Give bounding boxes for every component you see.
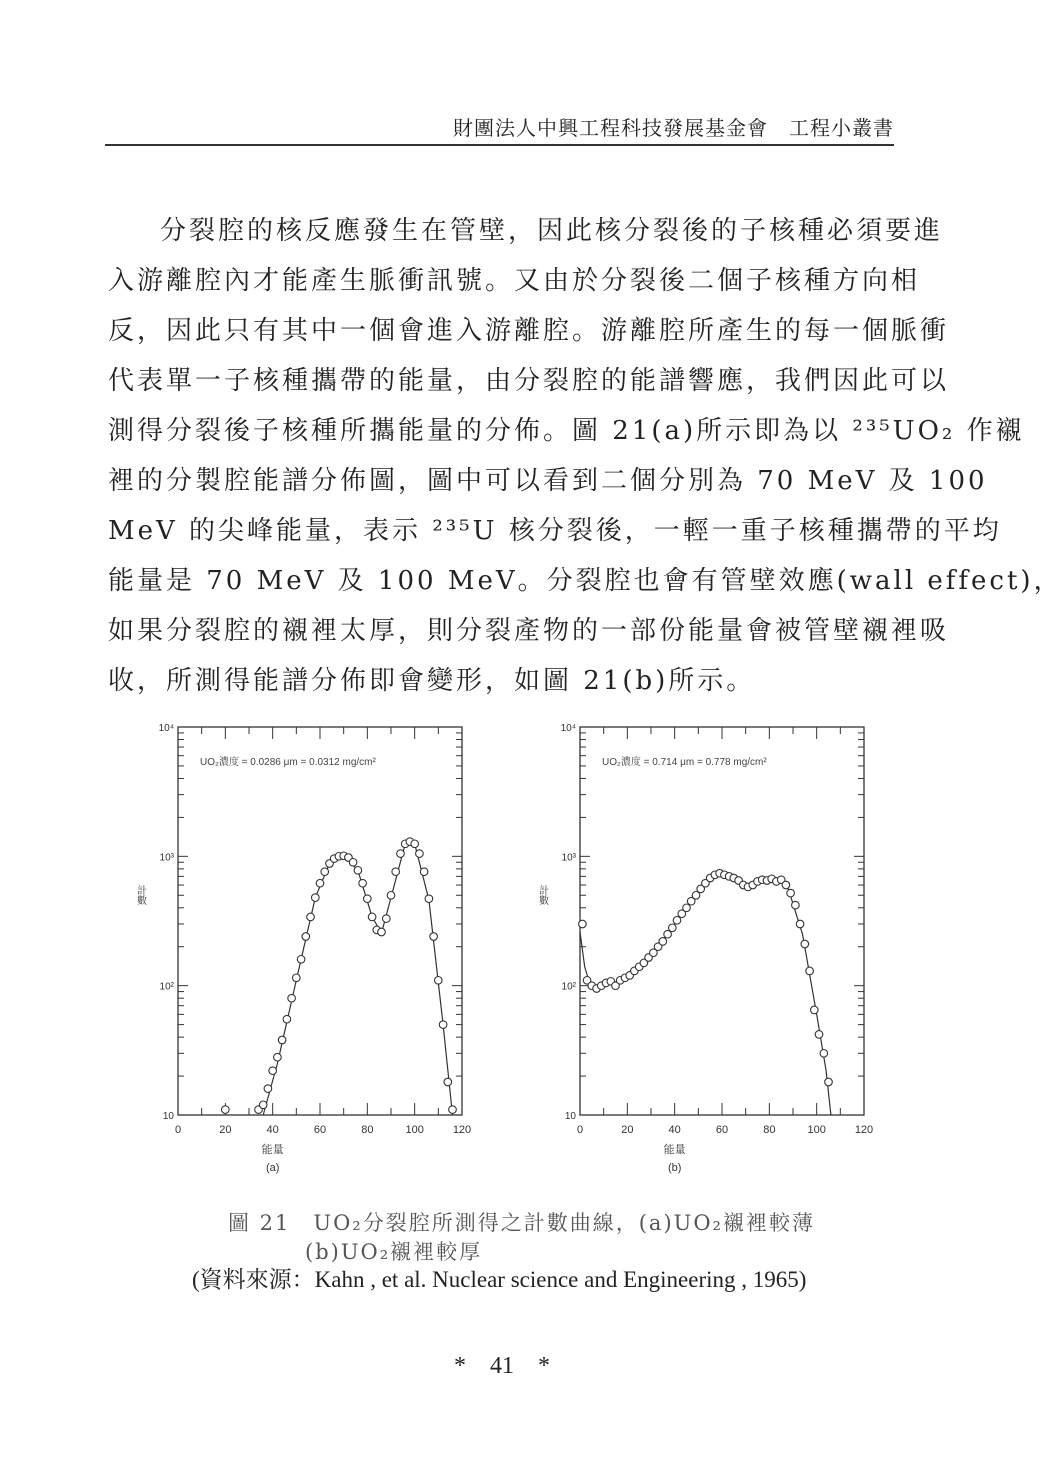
body-line: 能量是 70 MeV 及 100 MeV。分裂腔也會有管壁效應(wall effect)， xyxy=(108,566,1063,596)
body-line: 收，所測得能譜分佈即會變形，如圖 21(b)所示。 xyxy=(108,666,756,696)
y-tick-label: 10² xyxy=(561,981,576,993)
data-point xyxy=(411,840,419,848)
body-line: 如果分裂腔的襯裡太厚，則分裂產物的一部份能量會被管壁襯裡吸 xyxy=(108,616,950,646)
data-point xyxy=(297,956,305,964)
data-point xyxy=(815,1031,823,1039)
data-point xyxy=(354,867,362,875)
y-tick-label: 10² xyxy=(159,981,174,993)
figure-source: (資料來源：Kahn , et al. Nuclear science and Engineering , 1965) xyxy=(192,1267,807,1292)
x-tick-label: 40 xyxy=(668,1124,681,1136)
x-tick-label: 20 xyxy=(621,1124,634,1136)
data-point xyxy=(307,913,315,921)
panel-label: (b) xyxy=(667,1162,682,1174)
data-point xyxy=(806,967,814,975)
x-tick-label: 20 xyxy=(219,1124,232,1136)
y-tick-label: 10 xyxy=(162,1111,174,1122)
data-point xyxy=(278,1036,286,1044)
x-tick-label: 120 xyxy=(854,1124,874,1136)
x-tick-label: 80 xyxy=(763,1124,776,1136)
data-point xyxy=(787,889,795,897)
x-tick-label: 0 xyxy=(174,1124,182,1136)
data-point xyxy=(321,868,329,876)
data-point xyxy=(673,917,681,925)
body-line: 裡的分製腔能譜分佈圖，圖中可以看到二個分別為 70 MeV 及 100 xyxy=(108,466,988,496)
data-point xyxy=(811,1006,819,1014)
panel-label: (a) xyxy=(265,1162,280,1174)
data-point xyxy=(364,895,372,903)
data-point xyxy=(274,1053,282,1061)
concentration-annotation: UO₂濃度 = 0.0286 μm = 0.0312 mg/cm² xyxy=(200,757,376,768)
data-point xyxy=(269,1067,277,1075)
data-point xyxy=(782,881,790,889)
data-point xyxy=(425,895,433,903)
data-point xyxy=(387,892,395,900)
x-tick-label: 80 xyxy=(361,1124,374,1136)
x-axis-label: 能量 xyxy=(663,1144,686,1156)
data-point xyxy=(792,901,800,909)
data-point xyxy=(820,1050,828,1058)
data-point xyxy=(264,1085,272,1093)
x-axis-label: 能量 xyxy=(261,1144,284,1156)
data-point xyxy=(293,974,301,982)
chart-panel-a xyxy=(135,723,472,1174)
y-axis-label: 計數 xyxy=(536,885,548,906)
data-point xyxy=(439,1021,447,1029)
body-line: MeV 的尖峰能量，表示 ²³⁵U 核分裂後，一輕一重子核種攜帶的平均 xyxy=(108,516,1002,546)
data-point xyxy=(283,1015,291,1023)
body-line: 反，因此只有其中一個會進入游離腔。游離腔所產生的每一個脈衝 xyxy=(108,316,950,346)
data-point xyxy=(259,1101,267,1109)
y-tick-label: 10 xyxy=(564,1111,576,1122)
body-line: 分裂腔的核反應發生在管壁，因此核分裂後的子核種必須要進 xyxy=(160,216,944,246)
page-number: * 41 * xyxy=(454,1353,550,1379)
data-point xyxy=(378,928,386,936)
data-point xyxy=(359,879,367,887)
x-tick-label: 120 xyxy=(452,1124,472,1136)
page-header xyxy=(105,112,894,146)
data-point xyxy=(416,850,424,858)
y-axis-label: 計數 xyxy=(134,885,146,906)
data-point xyxy=(579,920,587,928)
y-tick-label: 10⁴ xyxy=(158,723,174,734)
fit-curve xyxy=(263,844,452,1115)
data-point xyxy=(825,1078,833,1086)
plot-frame xyxy=(178,727,462,1115)
data-point xyxy=(796,920,804,928)
data-point xyxy=(312,894,320,902)
data-point xyxy=(683,904,691,912)
x-tick-label: 60 xyxy=(715,1124,729,1136)
data-point xyxy=(383,915,391,923)
data-point xyxy=(349,859,357,867)
data-point xyxy=(222,1106,230,1114)
data-point xyxy=(397,850,405,858)
data-point xyxy=(435,977,443,985)
figure-caption-line2: (b)UO₂襯裡較厚 xyxy=(305,1240,483,1264)
fit-curve xyxy=(580,874,831,1115)
data-point xyxy=(288,994,296,1002)
data-point xyxy=(801,940,809,948)
figure-caption-line1: 圖 21 UO₂分裂腔所測得之計數曲線，(a)UO₂襯裡較薄 xyxy=(228,1211,815,1235)
x-tick-label: 0 xyxy=(576,1124,584,1136)
x-tick-label: 100 xyxy=(405,1124,424,1136)
chart-panel-b xyxy=(537,723,874,1174)
data-point xyxy=(669,924,677,932)
data-point xyxy=(659,938,667,946)
y-tick-label: 10³ xyxy=(561,852,576,864)
x-tick-label: 40 xyxy=(266,1124,279,1136)
data-point xyxy=(316,879,324,887)
y-tick-label: 10³ xyxy=(159,852,174,864)
figure-21-charts xyxy=(130,715,890,1185)
figure-21 xyxy=(130,715,890,1185)
body-line: 代表單一子核種攜帶的能量，由分裂腔的能譜響應，我們因此可以 xyxy=(108,366,950,396)
y-tick-label: 10⁴ xyxy=(560,723,576,734)
concentration-annotation: UO₂濃度 = 0.714 μm = 0.778 mg/cm² xyxy=(602,757,767,768)
data-point xyxy=(420,868,428,876)
x-tick-label: 100 xyxy=(807,1124,826,1136)
body-paragraph xyxy=(108,206,1063,706)
data-point xyxy=(444,1078,452,1086)
data-point xyxy=(449,1106,457,1114)
header-title: 財團法人中興工程科技發展基金會 工程小叢書 xyxy=(453,116,894,140)
body-line: 入游離腔內才能產生脈衝訊號。又由於分裂後二個子核種方向相 xyxy=(108,266,921,296)
data-point xyxy=(392,868,400,876)
data-point xyxy=(368,913,376,921)
data-point xyxy=(302,933,310,941)
x-tick-label: 60 xyxy=(313,1124,327,1136)
body-line: 測得分裂後子核種所攜能量的分佈。圖 21(a)所示即為以 ²³⁵UO₂ 作襯 xyxy=(108,416,1025,446)
data-point xyxy=(430,933,438,941)
